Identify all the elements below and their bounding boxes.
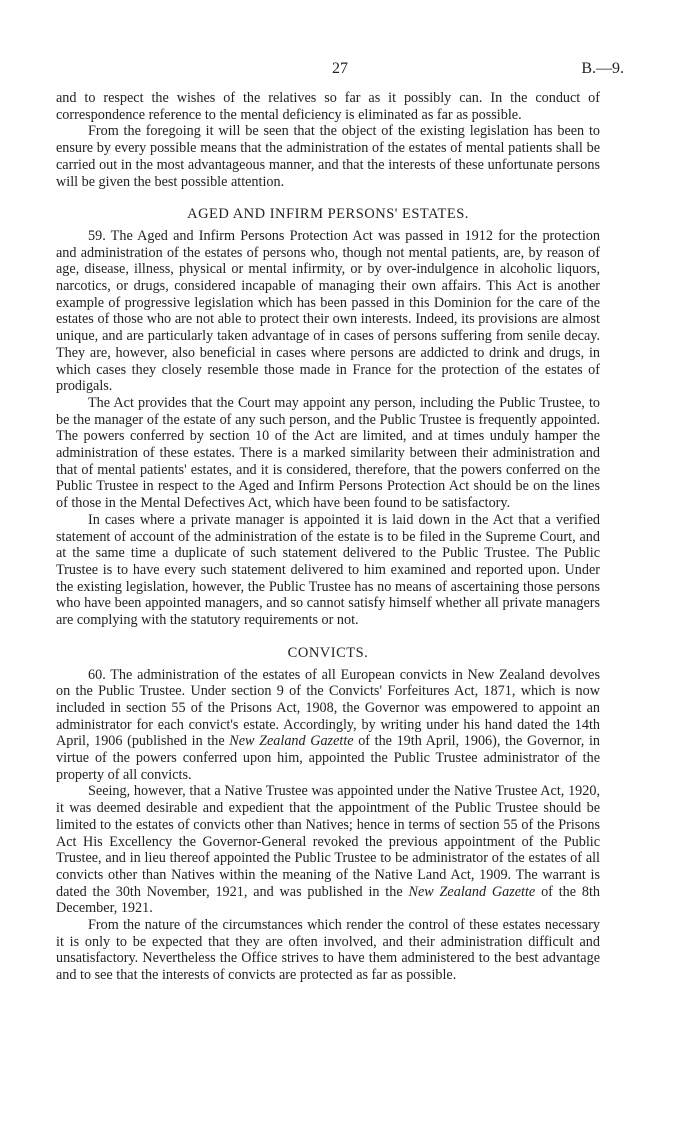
section-heading-convicts: CONVICTS.	[287, 644, 369, 661]
paragraph: and to respect the wishes of the relatives so far as it possibly can. In the conduct of correspondence reference to the mental deficiency is eliminated as far as possible.	[56, 90, 600, 123]
paragraph: 59. The Aged and Infirm Persons Protection Act was passed in 1912 for the protection and administration of the estates of persons who, though not mental patients, are, by reason of age, disease, illness, physical or mental infirmity, or by over-indulgence in alcoholic liquors, narcotics, or drugs, considered incapable of managing their own affairs. This Act is another example of progressive legislation which has been passed in this Dominion for the care of the estates of those who are not able to protect their own interests. Indeed, its provisions are almost unique, and are particularly taken advantage of in cases of persons suffering from senile decay. They are, however, also beneficial in cases where persons are addicted to drink and drugs, in which cases they closely resemble those made in France for the protection of the estates of prodigals.	[56, 227, 600, 395]
document-reference: B.—9.	[581, 60, 624, 77]
paragraph-text: Seeing, however, that a Native Trustee was appointed under the Native Trustee Act, 1920, it was deemed desirable and expedient that the appointment of the Public Trustee should be limited to the estates of convicts other than Natives; hence in terms of section 55 of the Prisons Act His Excellency the Governor-General revoked the previous appointment of the Public Trustee, and in lieu thereof appointed the Public Trustee to be administrator of the estates of all convicts other than Natives within the meaning of the Native Land Act, 1909. The warrant is dated the 30th November, 1921, and was published in the	[56, 783, 600, 900]
paragraph: In cases where a private manager is appointed it is laid down in the Act that a verified statement of account of the administration of the estate is to be filed in the Supreme Court, and at the same time a duplicate of such statement delivered to the Public Trustee. The Public Trustee is to have every such statement delivered to him examined and reported upon. Under the existing legislation, however, the Public Trustee has no means of ascertaining those persons who have been appointed managers, and so cannot satisfy himself whether all private managers are complying with the statutory requirements or not.	[56, 511, 600, 629]
page-number: 27	[332, 60, 348, 77]
paragraph: The Act provides that the Court may appoint any person, including the Public Trustee, to be the manager of the estate of any such person, and the Public Trustee is frequently appointed. The powers conferred by section 10 of the Act are limited, and at times unduly hamper the administration of these estates. There is a marked similarity between their administration and that of mental patients' estates, and it is considered, therefore, that the powers conferred on the Public Trustee in respect to the Aged and Infirm Persons Protection Act should be on the lines of those in the Mental Defectives Act, which have been found to be satisfactory.	[56, 394, 600, 512]
paragraph-text: of the 19th April, 1906), the Governor, in virtue of the powers conferred upon him, appointed the Public Trustee administrator of the property of all convicts.	[56, 733, 600, 783]
paragraph: From the foregoing it will be seen that the object of the existing legislation has been to ensure by every possible means that the administration of the estates of mental patients shall be carried out in the most advantageous manner, and that the interests of these unfortunate persons will be given the best possible attention.	[56, 123, 600, 190]
page-header	[56, 60, 624, 78]
section-heading-aged-infirm: AGED AND INFIRM PERSONS' ESTATES.	[187, 206, 469, 223]
gazette-title: New Zealand Gazette	[408, 883, 536, 900]
paragraph-text: 60. The administration of the estates of all European convicts in New Zealand devolves on the Public Trustee. Under section 9 of the Convicts' Forfeitures Act, 1871, which is now included in section 55 of the Prisons Act, 1908, the Governor was empowered to appoint an administrator for each convict's estate. Accordingly, by writing under his hand dated the 14th April, 1906 (published in the	[56, 666, 600, 750]
paragraph: From the nature of the circumstances which render the control of these estates necessary it is only to be expected that they are often involved, and their administration difficult and unsatisfactory. Nevertheless the Office strives to have them administered to the best advantage and to see that the interests of convicts are protected as far as possible.	[56, 917, 600, 984]
body-text	[56, 90, 600, 984]
paragraph-text: of the 8th December, 1921.	[56, 883, 601, 917]
paragraph-native-trustee	[56, 783, 600, 917]
gazette-title: New Zealand Gazette	[229, 733, 354, 750]
paragraph-convicts-60	[56, 667, 600, 784]
